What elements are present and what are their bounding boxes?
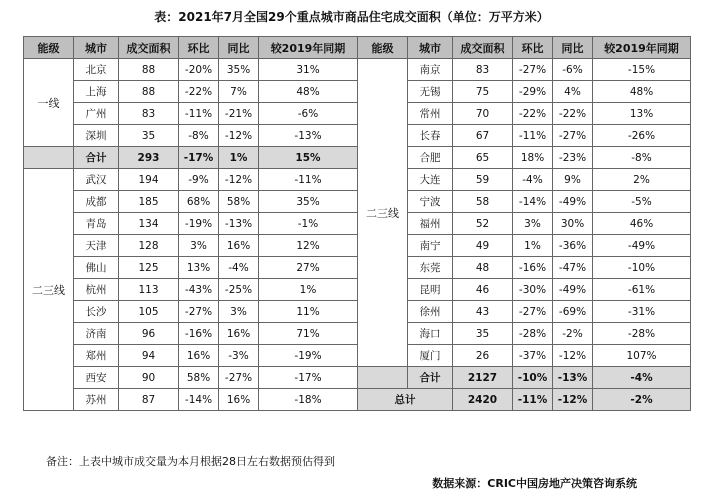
cell-vs2019: 13% [593, 103, 691, 125]
cell-yoy: 4% [553, 81, 593, 103]
cell-area: 2127 [453, 367, 513, 389]
cell-city: 上海 [74, 81, 119, 103]
cell-mom: -10% [513, 367, 553, 389]
cell-mom: -17% [179, 147, 219, 169]
cell-vs2019: 2% [593, 169, 691, 191]
cell-area: 49 [453, 235, 513, 257]
table-row [24, 367, 691, 389]
table-row [24, 323, 691, 345]
cell-area: 185 [119, 191, 179, 213]
header-cell: 成交面积 [453, 37, 513, 59]
cell-mom: -9% [179, 169, 219, 191]
header-cell: 能级 [24, 37, 74, 59]
cell-area: 59 [453, 169, 513, 191]
footnote: 备注：上表中城市成交量为本月根据28日左右数据预估得到 [46, 455, 335, 468]
cell-area: 105 [119, 301, 179, 323]
table-row [24, 81, 691, 103]
cell-vs2019: -18% [259, 389, 358, 411]
data-source: 数据来源：CRIC中国房地产决策咨询系统 [432, 477, 637, 490]
table-row [24, 389, 691, 411]
cell-city: 佛山 [74, 257, 119, 279]
cell-mom: -19% [179, 213, 219, 235]
cell-area: 67 [453, 125, 513, 147]
cell-city: 西安 [74, 367, 119, 389]
cell-area: 88 [119, 81, 179, 103]
cell-vs2019: -11% [259, 169, 358, 191]
cell-vs2019: -10% [593, 257, 691, 279]
cell-yoy: 3% [219, 301, 259, 323]
cell-yoy: -13% [219, 213, 259, 235]
cell-yoy: 9% [553, 169, 593, 191]
cell-vs2019: -26% [593, 125, 691, 147]
cell-area: 2420 [453, 389, 513, 411]
table-row [24, 103, 691, 125]
cell-vs2019: 107% [593, 345, 691, 367]
cell-mom: -43% [179, 279, 219, 301]
cell-city: 昆明 [408, 279, 453, 301]
cell-mom: 58% [179, 367, 219, 389]
cell-mom: -11% [513, 389, 553, 411]
cell-city: 成都 [74, 191, 119, 213]
cell-mom: 68% [179, 191, 219, 213]
cell-mom: 16% [179, 345, 219, 367]
cell-vs2019: 1% [259, 279, 358, 301]
header-cell: 环比 [179, 37, 219, 59]
tier-label: 二三线 [358, 59, 408, 367]
cell-city: 常州 [408, 103, 453, 125]
cell-yoy: -12% [553, 389, 593, 411]
cell-city: 天津 [74, 235, 119, 257]
cell-city: 合计 [408, 367, 453, 389]
cell-vs2019: -4% [593, 367, 691, 389]
cell-vs2019: 27% [259, 257, 358, 279]
cell-mom: 13% [179, 257, 219, 279]
cell-vs2019: -61% [593, 279, 691, 301]
cell-vs2019: 15% [259, 147, 358, 169]
cell-vs2019: 48% [259, 81, 358, 103]
cell-vs2019: -31% [593, 301, 691, 323]
cell-city: 徐州 [408, 301, 453, 323]
cell-area: 113 [119, 279, 179, 301]
cell-area: 35 [119, 125, 179, 147]
cell-city: 合肥 [408, 147, 453, 169]
tier-blank [358, 367, 408, 389]
cell-yoy: -12% [219, 169, 259, 191]
cell-city: 厦门 [408, 345, 453, 367]
cell-area: 35 [453, 323, 513, 345]
cell-city: 大连 [408, 169, 453, 191]
cell-yoy: -12% [219, 125, 259, 147]
header-row [24, 37, 691, 59]
cell-mom: -20% [179, 59, 219, 81]
cell-area: 96 [119, 323, 179, 345]
cell-yoy: 16% [219, 323, 259, 345]
cell-city: 武汉 [74, 169, 119, 191]
cell-vs2019: -13% [259, 125, 358, 147]
cell-yoy: 30% [553, 213, 593, 235]
cell-city: 长沙 [74, 301, 119, 323]
header-cell: 较2019年同期 [259, 37, 358, 59]
cell-city: 广州 [74, 103, 119, 125]
table-row [24, 345, 691, 367]
cell-yoy: -6% [553, 59, 593, 81]
cell-area: 48 [453, 257, 513, 279]
transaction-table [23, 36, 691, 411]
cell-vs2019: 71% [259, 323, 358, 345]
cell-area: 52 [453, 213, 513, 235]
cell-city: 北京 [74, 59, 119, 81]
cell-vs2019: -28% [593, 323, 691, 345]
cell-vs2019: -49% [593, 235, 691, 257]
cell-yoy: 7% [219, 81, 259, 103]
cell-mom: -27% [513, 59, 553, 81]
table-row [24, 125, 691, 147]
cell-vs2019: -1% [259, 213, 358, 235]
cell-vs2019: -5% [593, 191, 691, 213]
cell-vs2019: -2% [593, 389, 691, 411]
table-row [24, 301, 691, 323]
header-cell: 同比 [553, 37, 593, 59]
cell-yoy: 1% [219, 147, 259, 169]
cell-yoy: -36% [553, 235, 593, 257]
cell-yoy: -27% [219, 367, 259, 389]
cell-mom: 1% [513, 235, 553, 257]
cell-area: 70 [453, 103, 513, 125]
cell-mom: -16% [179, 323, 219, 345]
cell-yoy: -27% [553, 125, 593, 147]
cell-city: 无锡 [408, 81, 453, 103]
header-cell: 城市 [74, 37, 119, 59]
cell-vs2019: 35% [259, 191, 358, 213]
cell-yoy: -69% [553, 301, 593, 323]
cell-yoy: -23% [553, 147, 593, 169]
cell-area: 26 [453, 345, 513, 367]
cell-mom: -14% [513, 191, 553, 213]
cell-area: 94 [119, 345, 179, 367]
cell-yoy: -2% [553, 323, 593, 345]
cell-city: 合计 [74, 147, 119, 169]
tier-blank [24, 147, 74, 169]
table-row [24, 169, 691, 191]
cell-city: 济南 [74, 323, 119, 345]
cell-city: 苏州 [74, 389, 119, 411]
cell-area: 90 [119, 367, 179, 389]
header-cell: 城市 [408, 37, 453, 59]
cell-area: 134 [119, 213, 179, 235]
cell-area: 125 [119, 257, 179, 279]
cell-city: 福州 [408, 213, 453, 235]
cell-yoy: -49% [553, 279, 593, 301]
cell-mom: 3% [179, 235, 219, 257]
cell-mom: -8% [179, 125, 219, 147]
cell-area: 65 [453, 147, 513, 169]
cell-area: 293 [119, 147, 179, 169]
cell-vs2019: -15% [593, 59, 691, 81]
cell-yoy: 58% [219, 191, 259, 213]
cell-city: 海口 [408, 323, 453, 345]
cell-city: 南京 [408, 59, 453, 81]
cell-yoy: -3% [219, 345, 259, 367]
cell-mom: -29% [513, 81, 553, 103]
cell-yoy: 16% [219, 389, 259, 411]
table-row [24, 257, 691, 279]
table-row [24, 191, 691, 213]
cell-area: 83 [453, 59, 513, 81]
grand-total-label: 总计 [358, 389, 453, 411]
cell-mom: -22% [179, 81, 219, 103]
cell-mom: -11% [179, 103, 219, 125]
cell-area: 87 [119, 389, 179, 411]
cell-area: 75 [453, 81, 513, 103]
cell-yoy: -4% [219, 257, 259, 279]
table-row [24, 279, 691, 301]
cell-mom: -28% [513, 323, 553, 345]
cell-yoy: -22% [553, 103, 593, 125]
table-row [24, 213, 691, 235]
cell-area: 128 [119, 235, 179, 257]
cell-city: 杭州 [74, 279, 119, 301]
cell-mom: -16% [513, 257, 553, 279]
cell-yoy: -21% [219, 103, 259, 125]
table-row [24, 235, 691, 257]
cell-yoy: 35% [219, 59, 259, 81]
cell-mom: -11% [513, 125, 553, 147]
cell-area: 43 [453, 301, 513, 323]
cell-mom: -30% [513, 279, 553, 301]
cell-yoy: 16% [219, 235, 259, 257]
cell-area: 83 [119, 103, 179, 125]
cell-mom: 3% [513, 213, 553, 235]
cell-vs2019: -6% [259, 103, 358, 125]
header-cell: 较2019年同期 [593, 37, 691, 59]
header-cell: 能级 [358, 37, 408, 59]
cell-yoy: -13% [553, 367, 593, 389]
cell-yoy: -49% [553, 191, 593, 213]
cell-area: 88 [119, 59, 179, 81]
cell-mom: -4% [513, 169, 553, 191]
cell-vs2019: 31% [259, 59, 358, 81]
cell-mom: 18% [513, 147, 553, 169]
table-row [24, 147, 691, 169]
cell-vs2019: 46% [593, 213, 691, 235]
cell-vs2019: -17% [259, 367, 358, 389]
cell-yoy: -47% [553, 257, 593, 279]
cell-mom: -27% [513, 301, 553, 323]
tier-label: 二三线 [24, 169, 74, 411]
cell-area: 46 [453, 279, 513, 301]
cell-mom: -22% [513, 103, 553, 125]
cell-mom: -27% [179, 301, 219, 323]
cell-city: 郑州 [74, 345, 119, 367]
cell-yoy: -12% [553, 345, 593, 367]
cell-vs2019: -19% [259, 345, 358, 367]
cell-city: 东莞 [408, 257, 453, 279]
cell-city: 南宁 [408, 235, 453, 257]
cell-yoy: -25% [219, 279, 259, 301]
cell-city: 长春 [408, 125, 453, 147]
cell-city: 青岛 [74, 213, 119, 235]
cell-area: 194 [119, 169, 179, 191]
cell-mom: -14% [179, 389, 219, 411]
cell-area: 58 [453, 191, 513, 213]
header-cell: 同比 [219, 37, 259, 59]
cell-city: 宁波 [408, 191, 453, 213]
cell-mom: -37% [513, 345, 553, 367]
cell-vs2019: -8% [593, 147, 691, 169]
cell-vs2019: 12% [259, 235, 358, 257]
cell-city: 深圳 [74, 125, 119, 147]
table-row [24, 59, 691, 81]
tier-label: 一线 [24, 59, 74, 147]
table-title: 表：2021年7月全国29个重点城市商品住宅成交面积（单位：万平方米） [154, 10, 549, 24]
cell-vs2019: 11% [259, 301, 358, 323]
header-cell: 环比 [513, 37, 553, 59]
cell-vs2019: 48% [593, 81, 691, 103]
header-cell: 成交面积 [119, 37, 179, 59]
